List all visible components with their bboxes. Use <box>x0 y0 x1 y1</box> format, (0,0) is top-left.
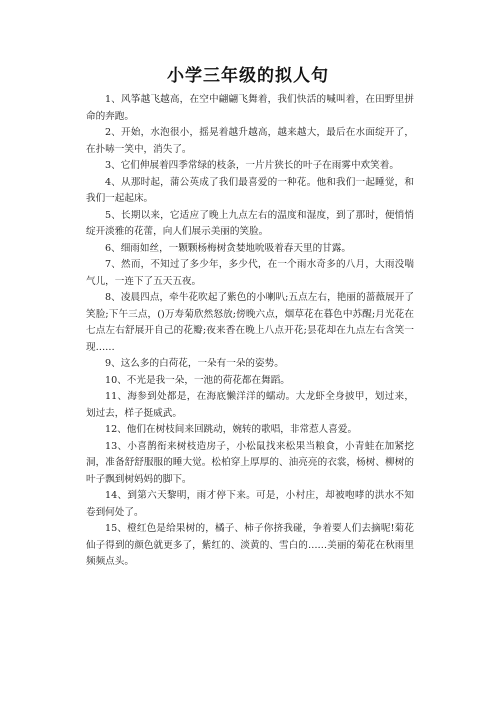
paragraph-5: 5、长期以来，它适应了晚上九点左右的温度和湿度，到了那时，便悄悄绽开淡雅的花蕾，向人们展示美丽的笑脸。 <box>86 209 414 237</box>
document-title: 小学三年级的拟人句 <box>167 66 329 86</box>
paragraph-1: 1、风筝越飞越高，在空中翩翩飞舞着，我们快活的喊叫着，在田野里拼命的奔跑。 <box>86 94 414 122</box>
document-body <box>86 92 414 571</box>
paragraph-7: 7、然而，不知过了多少年，多少代，在一个雨水奇多的八月，大雨没喘气儿，一连下了五天五夜。 <box>86 259 414 287</box>
paragraph-9: 9、这么多的白荷花，一朵有一朵的姿势。 <box>105 358 284 369</box>
paragraph-4: 4、从那时起，蒲公英成了我们最喜爱的一种花。他和我们一起睡觉，和我们一起起床。 <box>86 176 414 204</box>
paragraph-6: 6、细雨如丝，一颗颗杨梅树贪婪地吮吸着春天里的甘露。 <box>105 242 351 254</box>
paragraph-14: 14、到第六天黎明，雨才停下来。可是，小村庄，却被咆哮的洪水不知卷到何处了。 <box>86 490 414 518</box>
paragraph-12: 12、他们在树枝间来回跳动，婉转的歌唱，非常惹人喜爱。 <box>105 424 358 435</box>
paragraph-11: 11、海参到处都是，在海底懒洋洋的蠕动。大龙虾全身披甲，划过来，划过去，样子挺威武。 <box>86 391 414 419</box>
paragraph-10: 10、不光是我一朵，一池的荷花都在舞蹈。 <box>105 374 290 386</box>
paragraph-2: 2、开始，水泡很小，摇晃着越升越高，越来越大，最后在水面绽开了，在扑哧一笑中，消失了。 <box>86 127 414 155</box>
paragraph-8: 8、凌晨四点，牵牛花吹起了紫色的小喇叭;五点左右，艳丽的蔷薇展开了笑脸;下午三点，()万寿菊欣然怒放;傍晚六点，烟草花在暮色中苏醒;月光花在七点左右舒展开自己的花瓣;夜来香在晚上八点开花;昙花却在九点左右含笑一现…… <box>86 292 414 353</box>
paragraph-15: 15、橙红色是给果树的，橘子、柿子你挤我碰，争着要人们去摘呢!菊花仙子得到的颜色就更多了，紫红的、淡黄的、雪白的……美丽的菊花在秋雨里频频点头。 <box>86 523 414 567</box>
paragraph-3: 3、它们伸展着四季常绿的枝条，一片片狭长的叶子在雨雾中欢笑着。 <box>105 160 399 171</box>
paragraph-13: 13、小喜鹊衔来树枝造房子，小松鼠找来松果当粮食，小青蛙在加紧挖洞，准备舒舒服服的睡大觉。松柏穿上厚厚的、油亮亮的衣裳，杨树、柳树的叶子飘到树妈妈的脚下。 <box>86 440 414 485</box>
